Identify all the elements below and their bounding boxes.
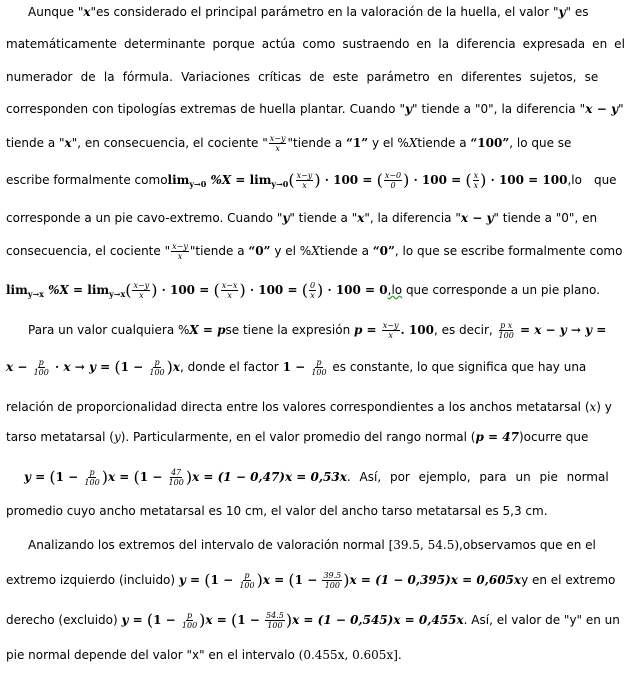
p2-line-2: x − $\frac{p}{100}$ · x → y = (1 − $\frac{p}{100}$ )x, donde el factor 1 − $\frac{p}{100}$ es constante, lo que significa que hay una xyxy=(6,357,587,377)
fraction-xy: $\frac{x-y}{x}$ xyxy=(269,134,286,153)
p1-line-9: $\lim_{y\to x} \%X = \lim_{y\to x}$( $\frac{x-y}{x}$ ) · 100 = ( $\frac{x-x}{x}$ ) · 100 = ( $\frac{0}{x}$ ) · 100 = 0,lo que corresponde a un pie plano. xyxy=(6,280,600,300)
p1-line-4: corresponden con tipologías extremas de huella plantar. Cuando "y" tiende a "0", la diferencia "x − y" xyxy=(6,102,624,116)
p1-line-5: tiende a "x", en consecuencia, el cociente " $\frac{x-y}{x}$ "tiende a “1” y el %Xtiende a “100”, lo que se xyxy=(6,134,572,153)
fraction: $\frac{x-y}{x}$ xyxy=(382,321,399,340)
p1-line-8: consecuencia, el cociente " $\frac{x-y}{x}$ "tiende a “0” y el %Xtiende a “0”, lo que se escribe formalmente como xyxy=(6,242,623,261)
p1-line-6: escribe formalmente comolim$_{y\to 0}$ $\%X = \lim_{y\to 0}$( $\frac{x-y}{x}$ ) · 100 = ( $\frac{x-0}{0}$ ) · 100 = ( $\frac{x}{x}$ ) · 100 = 100,lo que xyxy=(6,170,617,190)
p3-line-1: Analizando los extremos del intervalo de valoración normal [39.5, 54.5),observamos que en el xyxy=(28,538,596,552)
fraction: $\frac{39.5}{100}$ xyxy=(323,571,342,590)
p2-line-6: promedio cuyo ancho metatarsal es 10 cm, el valor del ancho tarso metatarsal es 5,3 cm. xyxy=(6,504,548,518)
fraction: $\frac{p}{100}$ xyxy=(84,468,100,487)
p3-line-3: derecho (excluido) y = (1 − $\frac{p}{100}$ )x = (1 − $\frac{54.5}{100}$ )x = (1 − 0,545)x = 0,455x. Así, el valor de "y" en un xyxy=(6,610,620,630)
fraction: $\frac{0}{x}$ xyxy=(309,281,316,300)
fraction: $\frac{x-0}{0}$ xyxy=(384,171,402,190)
fraction: $\frac{p}{100}$ xyxy=(149,358,165,377)
fraction: $\frac{x-y}{x}$ xyxy=(296,171,313,190)
p1-line-7: corresponde a un pie cavo-extremo. Cuando "y" tiende a "x", la diferencia "x − y" tiende a "0", en xyxy=(6,211,598,225)
p2-line-5: y = (1 − $\frac{p}{100}$ )x = (1 − $\frac{47}{100}$ )x = (1 − 0,47)x = 0,53x. Así, por ejemplo, para un pie normal xyxy=(24,467,609,487)
p2-line-1: Para un valor cualquiera %X = pse tiene la expresión p = $\frac{x-y}{x}$ . 100, es decir, $\frac{\text{p x}}{100}$ = x − y → y = xyxy=(28,321,607,340)
fraction: $\frac{p}{100}$ xyxy=(33,358,49,377)
p2-line-4: tarso metatarsal (y). Particularmente, en el valor promedio del rango normal (p = 47)ocurre que xyxy=(6,430,589,444)
fraction: $\frac{47}{100}$ xyxy=(168,468,184,487)
p1-line-3: numerador de la fórmula. Variaciones críticas de este parámetro en diferentes sujetos, se xyxy=(6,70,599,84)
fraction: $\frac{x}{x}$ xyxy=(473,171,479,190)
fraction: $\frac{p}{100}$ xyxy=(181,611,198,630)
fraction: $\frac{54.5}{100}$ xyxy=(266,611,284,630)
fraction: $\frac{\text{p x}}{100}$ xyxy=(498,321,514,340)
fraction: $\frac{x-x}{x}$ xyxy=(221,281,238,300)
p3-line-2: extremo izquierdo (incluido) y = (1 − $\frac{p}{100}$ )x = (1 − $\frac{39.5}{100}$ )x = (1 − 0,395)x = 0,605xy en el extremo xyxy=(6,570,616,590)
fraction: $\frac{x-y}{x}$ xyxy=(172,242,188,261)
fraction: $\frac{p}{100}$ xyxy=(311,358,327,377)
p1-line-2: matemáticamente determinante porque actúa como sustraendo en la diferencia expresada en el xyxy=(6,37,625,51)
p3-line-4: pie normal depende del valor "x" en el intervalo (0.455x, 0.605x]. xyxy=(6,648,402,662)
p1-line-1: Aunque "x"es considerado el principal parámetro en la valoración de la huella, el valor "y" es xyxy=(28,5,589,19)
fraction: $\frac{x-y}{x}$ xyxy=(133,281,150,300)
p2-line-3: relación de proporcionalidad directa entre los valores correspondientes a los anchos metatarsal (x) y xyxy=(6,400,612,414)
fraction: $\frac{p}{100}$ xyxy=(239,571,255,590)
